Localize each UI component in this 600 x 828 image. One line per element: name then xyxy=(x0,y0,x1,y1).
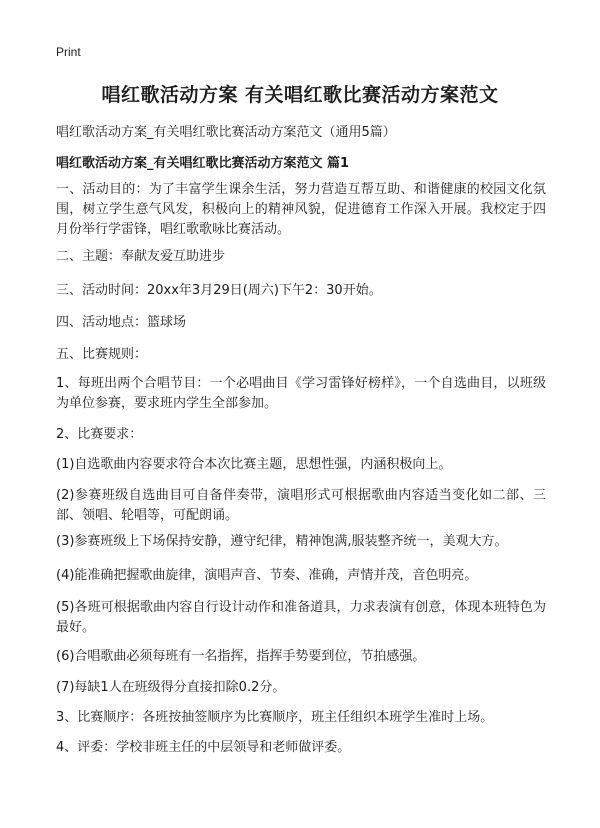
paragraph-purpose: 一、活动目的：为了丰富学生课余生活，努力营造互帮互助、和谐健康的校园文化氛围，树立学生意气风发，积极向上的精神风貌，促进德育工作深入开展。我校定于四月份举行学雷锋，唱红歌歌咏比赛活动。 xyxy=(56,182,546,237)
paragraph-time: 三、活动时间：20xx年3月29日(周六)下午2：30开始。 xyxy=(56,283,382,298)
paragraph-requirement-3: (3)参赛班级上下场保持安静，遵守纪律，精神饱满,服装整齐统一，美观大方。 xyxy=(56,534,508,549)
document-title: 唱红歌活动方案 有关唱红歌比赛活动方案范文 xyxy=(101,84,499,106)
paragraph-requirement-6: (6)合唱歌曲必须每班有一名指挥，指挥手势要到位，节拍感强。 xyxy=(56,649,426,664)
paragraph-requirement-7: (7)每缺1人在班级得分直接扣除0.2分。 xyxy=(56,680,286,695)
paragraph-requirement-4: (4)能准确把握歌曲旋律，演唱声音、节奏、准确，声情并茂，音色明亮。 xyxy=(56,568,478,583)
print-label: Print xyxy=(56,45,81,59)
section-heading: 唱红歌活动方案_有关唱红歌比赛活动方案范文 篇1 xyxy=(56,156,350,171)
paragraph-location: 四、活动地点：篮球场 xyxy=(56,315,187,330)
paragraph-order: 3、比赛顺序：各班按抽签顺序为比赛顺序，班主任组织本班学生准时上场。 xyxy=(56,710,494,725)
paragraph-theme: 二、主题：奉献友爱互助进步 xyxy=(56,249,226,264)
paragraph-rule-1: 1、每班出两个合唱节目：一个必唱曲目《学习雷锋好榜样》，一个自选曲目，以班级为单位参赛，要求班内学生全部参加。 xyxy=(56,376,546,411)
document-subtitle: 唱红歌活动方案_有关唱红歌比赛活动方案范文（通用5篇） xyxy=(56,125,396,140)
paragraph-requirement-1: (1)自选歌曲内容要求符合本次比赛主题，思想性强，内涵积极向上。 xyxy=(56,457,452,472)
paragraph-judges: 4、评委：学校非班主任的中层领导和老师做评委。 xyxy=(56,740,351,755)
paragraph-rule-2: 2、比赛要求： xyxy=(56,427,143,442)
paragraph-requirement-5: (5)各班可根据歌曲内容自行设计动作和准备道具，力求表演有创意，体现本班特色为最好。 xyxy=(56,600,546,635)
paragraph-rules-heading: 五、比赛规则： xyxy=(56,347,148,362)
paragraph-requirement-2: (2)参赛班级自选曲目可自备伴奏带，演唱形式可根据歌曲内容适当变化如二部、三部、领唱、轮唱等，可配朗诵。 xyxy=(56,488,546,523)
